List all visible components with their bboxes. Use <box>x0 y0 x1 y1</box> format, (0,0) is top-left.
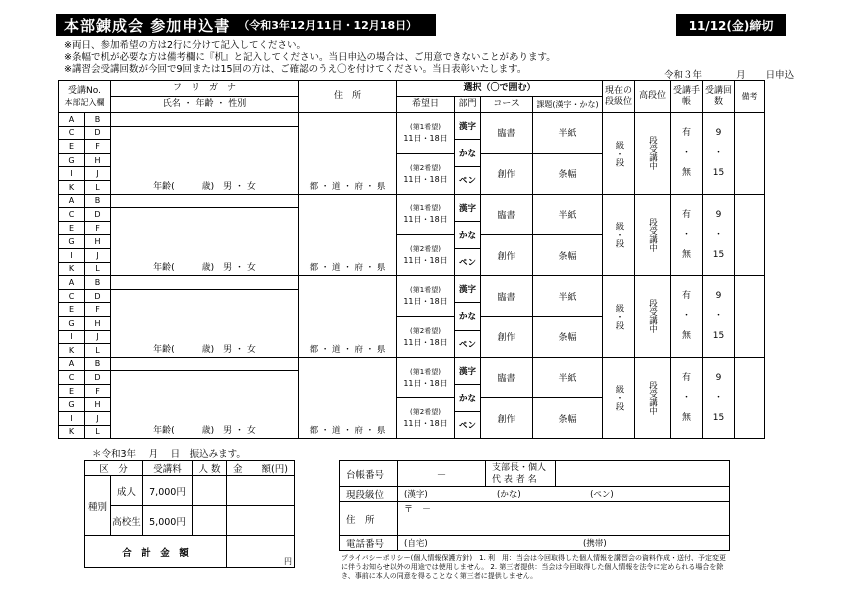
receipt-letter: C <box>59 208 85 222</box>
wish-date-text: 11日・18日 <box>403 378 448 388</box>
name-age-sex-field[interactable]: 年齢( 歳) 男 ・ 女 <box>111 371 299 439</box>
rank-text: 級・段 <box>614 140 624 167</box>
wish-date-text: 11日・18日 <box>403 297 448 307</box>
receipt-letter: F <box>85 140 111 154</box>
section-header: 部門 <box>455 97 481 113</box>
count-15[interactable]: 15 <box>712 168 725 179</box>
section-kana[interactable]: かな <box>455 384 481 411</box>
receipt-letter: L <box>85 344 111 358</box>
count-15[interactable]: 15 <box>712 331 725 342</box>
fee-total-amount[interactable] <box>227 536 295 568</box>
course-rinsho[interactable]: 臨書 <box>481 113 533 154</box>
receipt-letter: L <box>85 262 111 276</box>
remarks-field[interactable] <box>735 276 765 358</box>
textbook-yes[interactable]: 有 <box>681 209 691 220</box>
rank-kana: (かな) <box>497 490 521 500</box>
ledger-no-field[interactable] <box>398 461 486 487</box>
phone-field[interactable] <box>398 536 730 551</box>
wish-date-2[interactable] <box>397 398 455 439</box>
ledger-no-label: 台帳番号 <box>340 461 398 487</box>
wish-date-1[interactable] <box>397 194 455 235</box>
receipt-letter: J <box>85 248 111 262</box>
applicant-row <box>59 194 765 208</box>
wish-date-1[interactable] <box>397 113 455 154</box>
count-9[interactable]: 9 <box>715 291 722 302</box>
address-field[interactable]: 都 ・ 道 ・ 府 ・ 県 <box>299 113 397 195</box>
receipt-letter: K <box>59 344 85 358</box>
name-age-sex-field[interactable]: 年齢( 歳) 男 ・ 女 <box>111 208 299 276</box>
ledger-dash: － <box>436 469 447 481</box>
wish-date-text: 11日・18日 <box>403 337 448 347</box>
course-rinsho[interactable]: 臨書 <box>481 357 533 398</box>
applicant-row <box>59 276 765 290</box>
textbook-header: 受講手帳 <box>671 81 703 113</box>
high-rank-field[interactable] <box>635 113 671 195</box>
phone-label: 電話番号 <box>340 536 398 551</box>
high-rank-text: 段受講中 <box>647 136 658 171</box>
receipt-letter: D <box>85 208 111 222</box>
applicant-row <box>59 357 765 371</box>
receipt-letter: F <box>85 221 111 235</box>
note-2: ※条幅で机が必要な方は備考欄に『机』と記入してください。当日申込の場合は、ご用意できないことがあります。 <box>64 52 556 63</box>
course-sousaku[interactable]: 創作 <box>481 398 533 439</box>
section-kanji[interactable]: 漢字 <box>455 194 481 221</box>
textbook-yes[interactable]: 有 <box>681 128 691 139</box>
topic-hanshi[interactable]: 半紙 <box>533 194 603 235</box>
receipt-letter: L <box>85 425 111 439</box>
receipt-letter: K <box>59 180 85 194</box>
fee-row-label: 高校生 <box>111 506 143 536</box>
form-title: 本部錬成会 参加申込書 <box>64 16 231 35</box>
first-wish-label: (第1希望) <box>410 122 441 131</box>
receipt-letter: B <box>85 113 111 127</box>
current-rank-label: 現段級位 <box>340 487 398 502</box>
fee-category-label: 種別 <box>85 476 111 536</box>
wish-date-1[interactable] <box>397 276 455 317</box>
count-dot: ・ <box>713 229 723 240</box>
topic-header: 課題(漢字・かな) <box>533 97 603 113</box>
high-rank-text: 段受講中 <box>647 217 658 252</box>
count-15[interactable]: 15 <box>712 249 725 260</box>
remarks-field[interactable] <box>735 357 765 439</box>
remarks-field[interactable] <box>735 194 765 276</box>
application-table <box>58 80 765 439</box>
payment-date-note: ＊令和3年 月 日 振込みます。 <box>92 449 246 460</box>
wish-date-text: 11日・18日 <box>403 256 448 266</box>
fee-row-count[interactable] <box>193 476 227 506</box>
high-rank-field[interactable] <box>635 357 671 439</box>
receipt-letter: F <box>85 384 111 398</box>
furigana-field[interactable] <box>111 276 299 290</box>
fee-header-category: 区 分 <box>85 461 143 476</box>
wish-date-1[interactable] <box>397 357 455 398</box>
receipt-letter: B <box>85 357 111 371</box>
high-rank-field[interactable] <box>635 276 671 358</box>
fee-header-amount: 金 額(円) <box>227 461 295 476</box>
textbook-field[interactable] <box>671 357 703 439</box>
apply-day: 日申込 <box>765 70 795 81</box>
receipt-letter: D <box>85 126 111 140</box>
apply-era: 令和３年 <box>664 70 703 81</box>
name-age-sex-field[interactable]: 年齢( 歳) 男 ・ 女 <box>111 126 299 194</box>
fee-table <box>84 460 295 568</box>
rank-text: 級・段 <box>614 222 624 248</box>
section-kanji[interactable]: 漢字 <box>455 276 481 303</box>
wish-date-text: 11日・18日 <box>403 419 448 429</box>
rank-text: 級・段 <box>614 303 624 330</box>
fee-row-amount[interactable] <box>227 476 295 506</box>
receipt-letter: D <box>85 371 111 385</box>
phone-mobile: (携帯) <box>583 539 607 549</box>
address-field[interactable]: 都 ・ 道 ・ 府 ・ 県 <box>299 194 397 276</box>
wish-date-2[interactable] <box>397 316 455 357</box>
course-sousaku[interactable]: 創作 <box>481 235 533 276</box>
receipt-letter: A <box>59 113 85 127</box>
fee-header-fee: 受講料 <box>143 461 193 476</box>
fee-row-amount[interactable] <box>227 506 295 536</box>
receipt-letter: B <box>85 194 111 208</box>
section-pen[interactable]: ペン <box>455 412 481 439</box>
fee-header-count: 人 数 <box>193 461 227 476</box>
receipt-letter: K <box>59 262 85 276</box>
furigana-field[interactable] <box>111 113 299 127</box>
address-field[interactable]: 都 ・ 道 ・ 府 ・ 県 <box>299 357 397 439</box>
count-field[interactable] <box>703 113 735 195</box>
current-rank-header: 現在の段級位 <box>603 81 635 113</box>
receipt-header <box>59 81 111 113</box>
deadline-badge: 11/12(金)締切 <box>676 14 786 36</box>
receipt-letter: C <box>59 126 85 140</box>
textbook-dot: ・ <box>681 148 691 159</box>
topic-joufuku[interactable]: 条幅 <box>533 316 603 357</box>
count-dot: ・ <box>713 392 723 403</box>
count-15[interactable]: 15 <box>712 412 725 423</box>
wish-date-text: 11日・18日 <box>403 215 448 225</box>
section-kanji[interactable]: 漢字 <box>455 357 481 384</box>
furigana-header: フ リ ガ ナ <box>111 81 299 97</box>
course-header: コース <box>481 97 533 113</box>
topic-hanshi[interactable]: 半紙 <box>533 276 603 317</box>
receipt-letter: L <box>85 180 111 194</box>
high-rank-text: 段受講中 <box>647 380 658 415</box>
fee-row-label: 成人 <box>111 476 143 506</box>
privacy-policy: プライバシーポリシー(個人情報保護方針) 1. 利 用：当会は今回取得した個人情報を講習会の資料作成・送付、予定変更に伴うお知らせ以外の用途では使用しません。 2. 第三者提供：当会は今回取得した個人情報を法令に定められる場合を除き、事前に本人の同意を得ることなく第三者に提供しません。 <box>341 554 727 580</box>
count-field[interactable] <box>703 194 735 276</box>
section-pen[interactable]: ペン <box>455 330 481 357</box>
course-rinsho[interactable]: 臨書 <box>481 276 533 317</box>
count-9[interactable]: 9 <box>715 209 722 220</box>
first-wish-label: (第1希望) <box>410 286 441 295</box>
address-header: 住 所 <box>299 81 397 113</box>
receipt-letter: I <box>59 167 85 181</box>
high-rank-field[interactable] <box>635 194 671 276</box>
textbook-dot: ・ <box>681 229 691 240</box>
receipt-letter: G <box>59 235 85 249</box>
fee-row-fee: 5,000円 <box>143 506 193 536</box>
receipt-letter: G <box>59 316 85 330</box>
branch-head-label: 支部長・個人 代 表 者 名 <box>486 461 556 487</box>
wish-date-2[interactable] <box>397 235 455 276</box>
count-dot: ・ <box>713 311 723 322</box>
second-wish-label: (第2希望) <box>410 408 441 417</box>
topic-joufuku[interactable]: 条幅 <box>533 235 603 276</box>
second-wish-label: (第2希望) <box>410 326 441 335</box>
first-wish-label: (第1希望) <box>410 367 441 376</box>
current-rank-field[interactable] <box>603 194 635 276</box>
receipt-letter: B <box>85 276 111 290</box>
current-rank-field[interactable] <box>603 113 635 195</box>
branch-head-field[interactable] <box>556 461 730 487</box>
address-field[interactable]: 都 ・ 道 ・ 府 ・ 県 <box>299 276 397 358</box>
receipt-letter: D <box>85 289 111 303</box>
textbook-no[interactable]: 無 <box>681 168 691 179</box>
textbook-dot: ・ <box>681 311 691 322</box>
receipt-letter: H <box>85 398 111 412</box>
form-period: （令和3年12月11日・12月18日） <box>238 19 418 32</box>
section-kanji[interactable]: 漢字 <box>455 113 481 140</box>
note-3: ※講習会受講回数が今回で9回または15回の方は、ご確認のうえ〇を付けてください。当日表彰いたします。 <box>64 64 527 75</box>
topic-hanshi[interactable]: 半紙 <box>533 113 603 154</box>
receipt-letter: H <box>85 235 111 249</box>
receipt-letter: C <box>59 289 85 303</box>
count-field[interactable] <box>703 276 735 358</box>
fee-row-fee: 7,000円 <box>143 476 193 506</box>
name-age-sex-field[interactable]: 年齢( 歳) 男 ・ 女 <box>111 289 299 357</box>
textbook-field[interactable] <box>671 276 703 358</box>
receipt-letter: A <box>59 194 85 208</box>
receipt-letter: K <box>59 425 85 439</box>
count-9[interactable]: 9 <box>715 128 722 139</box>
receipt-letter: H <box>85 153 111 167</box>
receipt-letter: C <box>59 371 85 385</box>
rank-text: 級・段 <box>614 385 624 411</box>
course-sousaku[interactable]: 創作 <box>481 153 533 194</box>
textbook-dot: ・ <box>681 392 691 403</box>
topic-joufuku[interactable]: 条幅 <box>533 153 603 194</box>
receipt-letter: J <box>85 330 111 344</box>
furigana-field[interactable] <box>111 357 299 371</box>
remarks-header: 備考 <box>735 81 765 113</box>
first-wish-label: (第1希望) <box>410 204 441 213</box>
textbook-yes[interactable]: 有 <box>681 372 691 383</box>
current-rank-field[interactable] <box>398 487 730 502</box>
count-header: 受講回数 <box>703 81 735 113</box>
receipt-letter: E <box>59 140 85 154</box>
topic-hanshi[interactable]: 半紙 <box>533 357 603 398</box>
textbook-yes[interactable]: 有 <box>681 291 691 302</box>
topic-joufuku[interactable]: 条幅 <box>533 398 603 439</box>
applicant-row <box>59 113 765 127</box>
address-label: 住 所 <box>340 502 398 536</box>
rank-kanji: (漢字) <box>404 490 428 500</box>
receipt-letter: I <box>59 330 85 344</box>
form-title-bar <box>56 14 436 36</box>
count-dot: ・ <box>713 148 723 159</box>
selection-header: 選択（〇で囲む） <box>397 81 603 97</box>
count-field[interactable] <box>703 357 735 439</box>
phone-home: (自宅) <box>404 539 428 549</box>
textbook-no[interactable]: 無 <box>681 249 691 260</box>
section-pen[interactable]: ペン <box>455 167 481 194</box>
note-1: ※両日、参加希望の方は2行に分けて記入してください。 <box>64 40 307 51</box>
receipt-letter: G <box>59 153 85 167</box>
name-header: 氏名 ・ 年齢 ・ 性別 <box>111 97 299 113</box>
receipt-letter: G <box>59 398 85 412</box>
receipt-letter: A <box>59 357 85 371</box>
textbook-no[interactable]: 無 <box>681 331 691 342</box>
receipt-letter: J <box>85 167 111 181</box>
high-rank-header: 高段位 <box>635 81 671 113</box>
receipt-letter: H <box>85 316 111 330</box>
high-rank-text: 段受講中 <box>647 299 658 334</box>
receipt-no-label: 受講No. <box>68 85 101 96</box>
hq-fill-label: 本部記入欄 <box>64 97 105 107</box>
textbook-field[interactable] <box>671 194 703 276</box>
address-field[interactable] <box>398 502 730 536</box>
wish-date-header: 希望日 <box>397 97 455 113</box>
receipt-letter: E <box>59 303 85 317</box>
postal-mark: 〒 － <box>404 505 432 515</box>
wish-date-text: 11日・18日 <box>403 133 448 143</box>
section-kana[interactable]: かな <box>455 221 481 248</box>
second-wish-label: (第2希望) <box>410 245 441 254</box>
receipt-letter: I <box>59 248 85 262</box>
fee-row-count[interactable] <box>193 506 227 536</box>
remarks-field[interactable] <box>735 113 765 195</box>
current-rank-field[interactable] <box>603 276 635 358</box>
yen-label: 円 <box>284 557 292 566</box>
receipt-letter: J <box>85 412 111 426</box>
wish-date-2[interactable] <box>397 153 455 194</box>
section-pen[interactable]: ペン <box>455 248 481 275</box>
section-kana[interactable]: かな <box>455 140 481 167</box>
receipt-letter: E <box>59 221 85 235</box>
receipt-letter: E <box>59 384 85 398</box>
furigana-field[interactable] <box>111 194 299 208</box>
textbook-field[interactable] <box>671 113 703 195</box>
textbook-no[interactable]: 無 <box>681 412 691 423</box>
apply-date <box>664 67 794 81</box>
receipt-letter: F <box>85 303 111 317</box>
apply-month: 月 <box>736 70 746 81</box>
count-9[interactable]: 9 <box>715 372 722 383</box>
section-kana[interactable]: かな <box>455 303 481 330</box>
member-info-table <box>339 460 730 551</box>
receipt-letter: A <box>59 276 85 290</box>
wish-date-text: 11日・18日 <box>403 174 448 184</box>
course-rinsho[interactable]: 臨書 <box>481 194 533 235</box>
current-rank-field[interactable] <box>603 357 635 439</box>
receipt-letter: I <box>59 412 85 426</box>
course-sousaku[interactable]: 創作 <box>481 316 533 357</box>
second-wish-label: (第2希望) <box>410 163 441 172</box>
fee-total-label: 合 計 金 額 <box>85 536 227 568</box>
rank-pen: (ペン) <box>590 490 614 500</box>
